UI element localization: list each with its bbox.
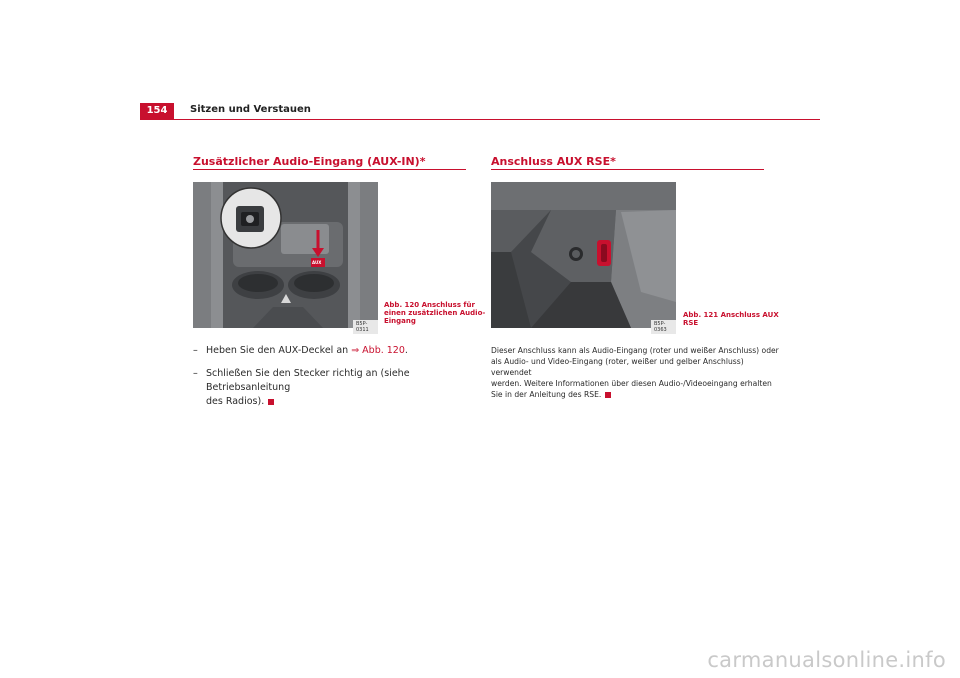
figure-caption-120: Abb. 120 Anschluss für einen zusätzlichen Audio- Eingang — [384, 301, 486, 325]
chapter-title: Sitzen und Verstauen — [190, 104, 311, 115]
step-1: – Heben Sie den AUX-Deckel an ⇒ Abb. 120. — [193, 345, 408, 356]
section-end-marker — [605, 392, 611, 398]
figure-caption-121: Abb. 121 Anschluss AUX RSE — [683, 311, 779, 327]
section-rule-right — [491, 169, 764, 170]
section-title-aux-in: Zusätzlicher Audio-Eingang (AUX-IN)* — [193, 155, 426, 168]
step-2: – Schließen Sie den Stecker richtig an (siehe Betriebsanleitung des Radios). — [193, 368, 410, 407]
figure-code: B5P-0363 — [651, 320, 676, 334]
watermark: carmanualsonline.info — [707, 648, 946, 672]
center-console-illustration — [193, 182, 378, 328]
section-end-marker — [268, 399, 274, 405]
figure-aux-in-photo — [193, 182, 378, 333]
rse-connector-illustration — [491, 182, 676, 328]
figure-reference-link[interactable]: ⇒ Abb. 120 — [351, 345, 405, 356]
header-rule — [140, 119, 820, 120]
section-title-aux-rse: Anschluss AUX RSE* — [491, 155, 616, 168]
figure-aux-rse-photo — [491, 182, 676, 333]
figure-code: B5P-0311 — [353, 320, 378, 334]
page-number: 154 — [140, 103, 174, 119]
section-rule-left — [193, 169, 466, 170]
rse-description-paragraph: Dieser Anschluss kann als Audio-Eingang (roter und weißer Anschluss) oder als Audio- und Video-Eingang (roter, weißer und gelber Anschluss) verwendet werden. Weitere Informationen über diesen Audio-/Videoeingang erhalten Sie in der Anleitung des RSE. — [491, 346, 779, 399]
aux-label: AUX — [312, 260, 322, 265]
